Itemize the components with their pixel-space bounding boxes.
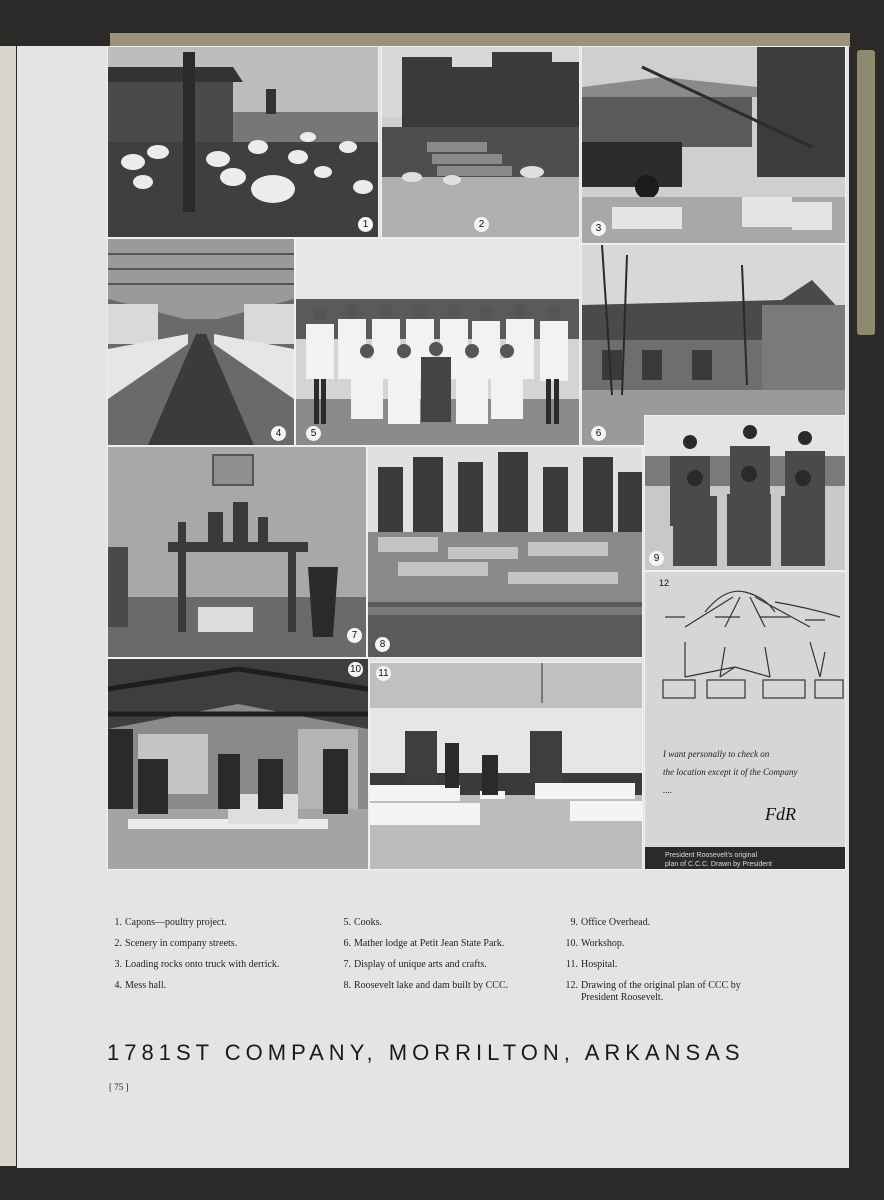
caption-text: Scenery in company streets.	[125, 938, 238, 949]
caption-item	[336, 917, 526, 929]
caption-item	[563, 938, 753, 950]
caption-number: 12.	[565, 980, 578, 991]
svg-text:the location except it of the: the location except it of the Company	[663, 767, 798, 777]
photo-number: 9	[649, 551, 664, 566]
photo-cooks	[295, 238, 580, 446]
caption-text: Loading rocks onto truck with derrick.	[125, 959, 280, 970]
svg-text:12: 12	[659, 578, 670, 588]
caption-item	[563, 917, 753, 929]
caption-column-3	[563, 917, 753, 1013]
caption-number: 4.	[114, 980, 122, 991]
svg-text:President Roosevelt's original: President Roosevelt's original	[665, 852, 757, 859]
caption-item	[336, 959, 526, 971]
svg-text:FdR: FdR	[765, 804, 796, 824]
page-tabs	[110, 33, 850, 47]
caption-text: Cooks.	[354, 917, 383, 928]
caption-number: 8.	[343, 980, 351, 991]
photo-number: 2	[474, 217, 489, 232]
photo-company-street	[381, 46, 580, 238]
caption-number: 9.	[570, 917, 578, 928]
caption-item	[107, 917, 292, 929]
svg-text:I want personally to check on: I want personally to check on	[663, 749, 770, 759]
photo-number: 11	[376, 666, 391, 681]
photo-truck-derrick	[581, 46, 846, 244]
photo-number: 6	[591, 426, 606, 441]
caption-column-1	[107, 917, 292, 1001]
caption-text: Mess hall.	[125, 980, 167, 991]
photo-poultry	[107, 46, 379, 238]
photo-number: 8	[375, 637, 390, 652]
photo-plan-drawing	[644, 571, 846, 870]
photo-number: 10	[349, 664, 362, 675]
page-title: 1781ST COMPANY, MORRILTON, ARKANSAS	[107, 1040, 745, 1065]
photo-lake-dam	[367, 446, 643, 658]
photo-hospital	[369, 662, 643, 870]
svg-text:....: ....	[663, 785, 672, 795]
caption-number: 1.	[114, 917, 122, 928]
photo-number: 3	[591, 221, 606, 236]
photo-number: 7	[347, 628, 362, 643]
photo-number: 4	[271, 426, 286, 441]
caption-item	[563, 980, 753, 1004]
page-number: [ 75 ]	[109, 1082, 129, 1092]
photo-number: 1	[358, 217, 373, 232]
caption-text: Capons—poultry project.	[125, 917, 227, 928]
caption-number: 5.	[343, 917, 351, 928]
caption-number: 11.	[565, 959, 578, 970]
caption-text: Roosevelt lake and dam built by CCC.	[354, 980, 509, 991]
caption-text: Hospital.	[581, 959, 618, 970]
caption-text: Mather lodge at Petit Jean State Park.	[354, 938, 505, 949]
photo-arts-crafts	[107, 446, 367, 658]
photo-mess-hall	[107, 238, 295, 446]
caption-number: 6.	[343, 938, 351, 949]
caption-item	[336, 980, 526, 992]
photo-number: 5	[306, 426, 321, 441]
caption-number: 2.	[114, 938, 122, 949]
svg-text:plan of C.C.C. Drawn by Presid: plan of C.C.C. Drawn by President	[665, 861, 772, 868]
caption-text: Drawing of the original plan of CCC by President Roosevelt.	[581, 980, 741, 1003]
caption-text: Display of unique arts and crafts.	[354, 959, 487, 970]
caption-number: 3.	[114, 959, 122, 970]
caption-column-2	[336, 917, 526, 1001]
caption-text: Workshop.	[581, 938, 625, 949]
caption-number: 10.	[565, 938, 578, 949]
caption-item	[107, 938, 292, 950]
caption-item	[107, 980, 292, 992]
caption-item	[336, 938, 526, 950]
caption-text: Office Overhead.	[581, 917, 651, 928]
caption-item	[107, 959, 292, 971]
page-tab-right	[857, 50, 875, 335]
facing-page-edge	[0, 46, 16, 1166]
photo-workshop	[107, 658, 369, 870]
photo-office	[644, 415, 846, 571]
caption-number: 7.	[343, 959, 351, 970]
caption-item	[563, 959, 753, 971]
